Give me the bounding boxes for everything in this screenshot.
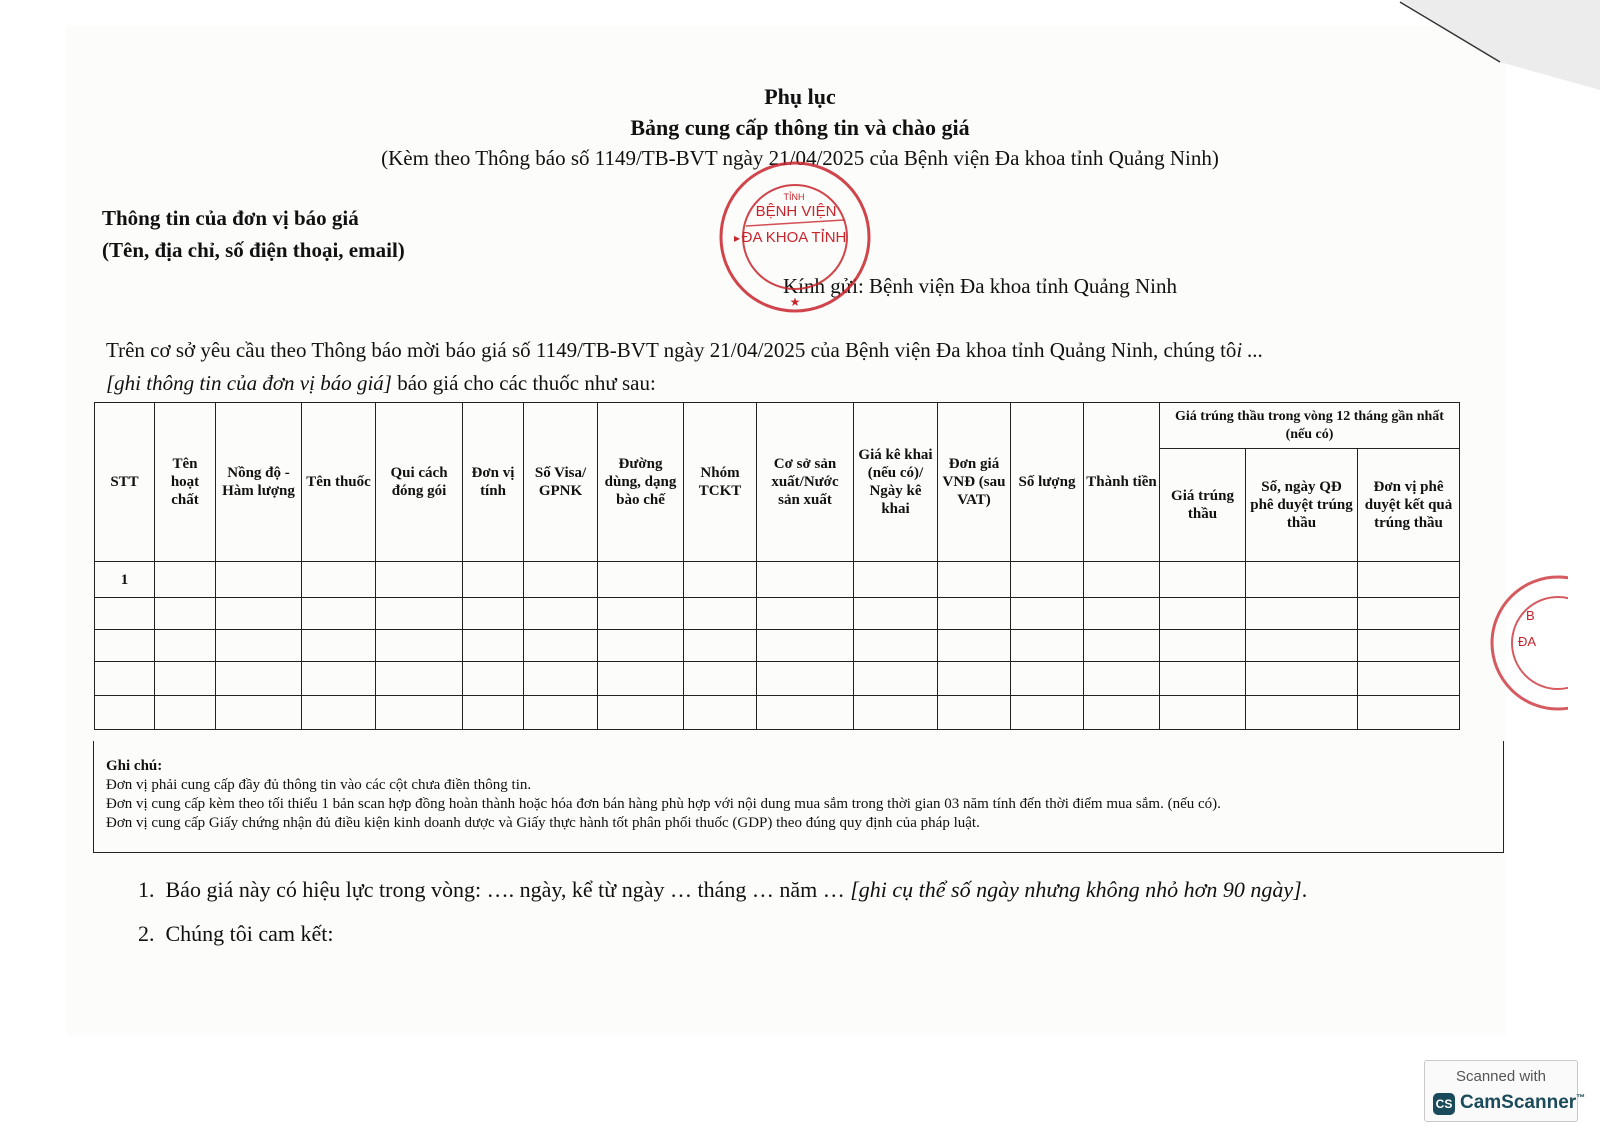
partial-stamp-icon xyxy=(1488,568,1568,718)
col-quantity: Số lượng xyxy=(1011,403,1084,562)
col-packaging: Qui cách đóng gói xyxy=(376,403,463,562)
col-stt: STT xyxy=(95,403,155,562)
table-row xyxy=(95,696,1460,730)
col-declared-price: Giá kê khai (nếu có)/ Ngày kê khai xyxy=(854,403,938,562)
notes-box xyxy=(93,741,1504,853)
sender-fields: (Tên, địa chỉ, số điện thoại, email) xyxy=(102,238,405,262)
table-row xyxy=(95,598,1460,630)
document-title: Phụ lục xyxy=(764,84,836,109)
note-line: Đơn vị cung cấp Giấy chứng nhận đủ điều kiện kinh doanh dược và Giấy thực hành tốt phân phối thuốc (GDP) theo đúng quy định của pháp luật. xyxy=(106,815,980,831)
table-row xyxy=(95,562,1460,598)
col-winning-price: Giá trúng thầu xyxy=(1160,449,1246,562)
document-reference: (Kèm theo Thông báo số 1149/TB-BVT ngày 21/04/2025 của Bệnh viện Đa khoa tỉnh Quảng Ninh) xyxy=(381,146,1219,170)
stamp-line-1: BỆNH VIỆN xyxy=(755,203,837,220)
watermark-brand-name: CamScanner xyxy=(1460,1092,1577,1113)
row-stt xyxy=(95,598,155,630)
svg-text:★: ★ xyxy=(789,295,801,309)
col-total: Thành tiền xyxy=(1084,403,1160,562)
watermark-brand: CamScanner™ xyxy=(1460,1092,1586,1113)
page-fold-shadow xyxy=(1360,0,1600,90)
col-group-winning-bid: Giá trúng thầu trong vòng 12 tháng gần nhất (nếu có) xyxy=(1160,403,1460,449)
col-tckt-group: Nhóm TCKT xyxy=(684,403,757,562)
note-line: Đơn vị phải cung cấp đầy đủ thông tin vào các cột chưa điền thông tin. xyxy=(106,777,532,793)
intro-text: Trên cơ sở yêu cầu theo Thông báo mời báo giá số 1149/TB-BVT ngày 21/04/2025 của Bệnh viện Đa khoa tỉnh Quảng Ninh, chúng tô xyxy=(106,338,1237,362)
list-number: 2. xyxy=(138,921,155,946)
col-decision-number: Số, ngày QĐ phê duyệt trúng thầu xyxy=(1246,449,1358,562)
addressee: Kính gửi: Bệnh viện Đa khoa tỉnh Quảng Ninh xyxy=(783,274,1177,298)
col-visa-number: Số Visa/ GPNK xyxy=(524,403,598,562)
col-unit-price: Đơn giá VNĐ (sau VAT) xyxy=(938,403,1011,562)
svg-text:▸: ▸ xyxy=(734,231,741,245)
col-active-ingredient: Tên hoạt chất xyxy=(155,403,216,562)
svg-text:TỈNH: TỈNH xyxy=(783,192,805,202)
intro-placeholder: [ghi thông tin của đơn vị báo giá] xyxy=(106,371,392,395)
col-manufacturer: Cơ sở sản xuất/Nước sản xuất xyxy=(757,403,854,562)
list-number: 1. xyxy=(138,877,155,902)
row-stt xyxy=(95,662,155,696)
col-concentration: Nồng độ - Hàm lượng xyxy=(216,403,302,562)
svg-text:ĐA: ĐA xyxy=(1518,634,1537,649)
list-text-italic: [ghi cụ thể số ngày nhưng không nhỏ hơn 90 ngày] xyxy=(850,877,1302,902)
stamp-line-2: ĐA KHOA TỈNH xyxy=(741,229,847,246)
row-stt xyxy=(95,696,155,730)
list-text: Chúng tôi cam kết: xyxy=(165,921,334,946)
intro-paragraph xyxy=(106,334,1526,400)
notes-title: Ghi chú: xyxy=(106,758,163,774)
hospital-stamp-icon xyxy=(714,156,876,318)
list-item xyxy=(138,921,334,947)
col-unit: Đơn vị tính xyxy=(463,403,524,562)
intro-text-rest: báo giá cho các thuốc như sau: xyxy=(391,371,656,395)
quotation-table xyxy=(94,402,1460,730)
list-text-end: . xyxy=(1301,877,1308,902)
table-row xyxy=(95,630,1460,662)
intro-text-italic: i ... xyxy=(1236,338,1264,362)
list-item xyxy=(138,877,1307,903)
svg-text:B: B xyxy=(1526,608,1535,623)
camscanner-watermark xyxy=(1424,1060,1586,1122)
watermark-caption: Scanned with xyxy=(1455,1068,1547,1085)
col-route-dosage: Đường dùng, dạng bào chế xyxy=(598,403,684,562)
sender-label: Thông tin của đơn vị báo giá xyxy=(102,206,359,230)
col-approving-unit: Đơn vị phê duyệt kết quả trúng thầu xyxy=(1358,449,1460,562)
document-subtitle: Bảng cung cấp thông tin và chào giá xyxy=(630,115,970,140)
note-line: Đơn vị cung cấp kèm theo tối thiểu 1 bản scan hợp đồng hoàn thành hoặc hóa đơn bán hàng phù hợp với nội dung mua sắm trong thời gian 03 năm tính đến thời điểm mua sắm. (nếu có). xyxy=(106,796,1221,812)
row-stt xyxy=(95,630,155,662)
col-drug-name: Tên thuốc xyxy=(302,403,376,562)
table-row xyxy=(95,662,1460,696)
camscanner-logo-icon: CS xyxy=(1433,1093,1455,1115)
list-text: Báo giá này có hiệu lực trong vòng: …. ngày, kể từ ngày … tháng … năm … xyxy=(165,877,851,902)
row-stt: 1 xyxy=(95,562,155,598)
